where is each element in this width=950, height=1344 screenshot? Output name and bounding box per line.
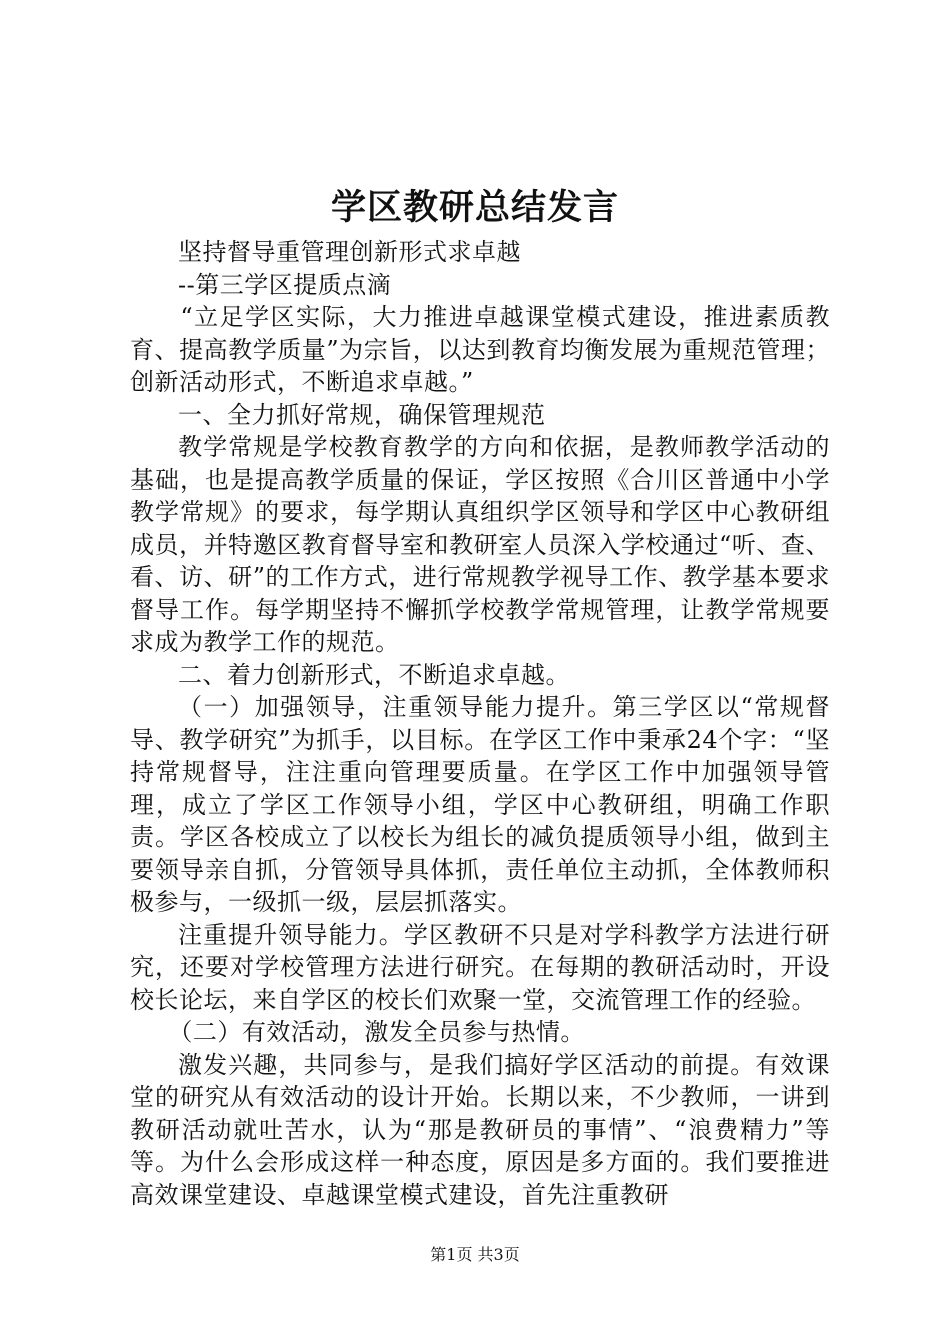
paragraph-interest: 激发兴趣，共同参与，是我们搞好学区活动的前提。有效课堂的研究从有效活动的设计开始。长期以来，不少教师，一讲到教研活动就吐苦水，认为“那是教研员的事情”、“浪费精力”等等。为什么会形成这样一种态度，原因是多方面的。我们要推进高效课堂建设、卓越课堂模式建设，首先注重教研 (130, 1050, 830, 1209)
paragraph-leadership-ability: 注重提升领导能力。学区教研不只是对学科教学方法进行研究，还要对学校管理方法进行研究。在每期的教研活动时，开设校长论坛，来自学区的校长们欢聚一堂，交流管理工作的经验。 (130, 920, 830, 1014)
section-heading-2: 二、着力创新形式，不断追求卓越。 (178, 660, 570, 689)
subsection-heading-2: （二）有效活动，激发全员参与热情。 (168, 1018, 585, 1046)
subtitle-source-line: --第三学区提质点滴 (178, 270, 392, 299)
section-heading-1: 一、全力抓好常规，确保管理规范 (178, 400, 546, 429)
page-footer: 第1页 共3页 (430, 1245, 520, 1264)
document-title: 学区教研总结发言 (330, 188, 619, 228)
paragraph-teaching-routine: 教学常规是学校教育教学的方向和依据，是教师教学活动的基础，也是提高教学质量的保证，学区按照《合川区普通中小学教学常规》的要求，每学期认真组织学区领导和学区中心教研组成员，并特邀区教育督导室和教研室人员深入学校通过“听、查、看、访、研”的工作方式，进行常规教学视导工作、教学基本要求督导工作。每学期坚持不懈抓学校教学常规管理，让教学常规要求成为教学工作的规范。 (130, 433, 830, 656)
document-body (130, 236, 830, 1211)
paragraph-leadership: （一）加强领导，注重领导能力提升。第三学区以“常规督导、教学研究”为抓手，以目标。在学区工作中秉承24个字：“坚持常规督导，注注重向管理要质量。在学区工作中加强领导管理，成立了学区工作领导小组，学区中心教研组，明确工作职责。学区各校成立了以校长为组长的减负提质领导小组，做到主要领导亲自抓，分管领导具体抓，责任单位主动抓，全体教师积极参与，一级抓一级，层层抓落实。 (130, 693, 830, 916)
subtitle-line: 坚持督导重管理创新形式求卓越 (178, 238, 521, 266)
paragraph-purpose: “立足学区实际，大力推进卓越课堂模式建设，推进素质教育、提高教学质量”为宗旨，以达到教育均衡发展为重规范管理；创新活动形式，不断追求卓越。” (130, 303, 830, 396)
